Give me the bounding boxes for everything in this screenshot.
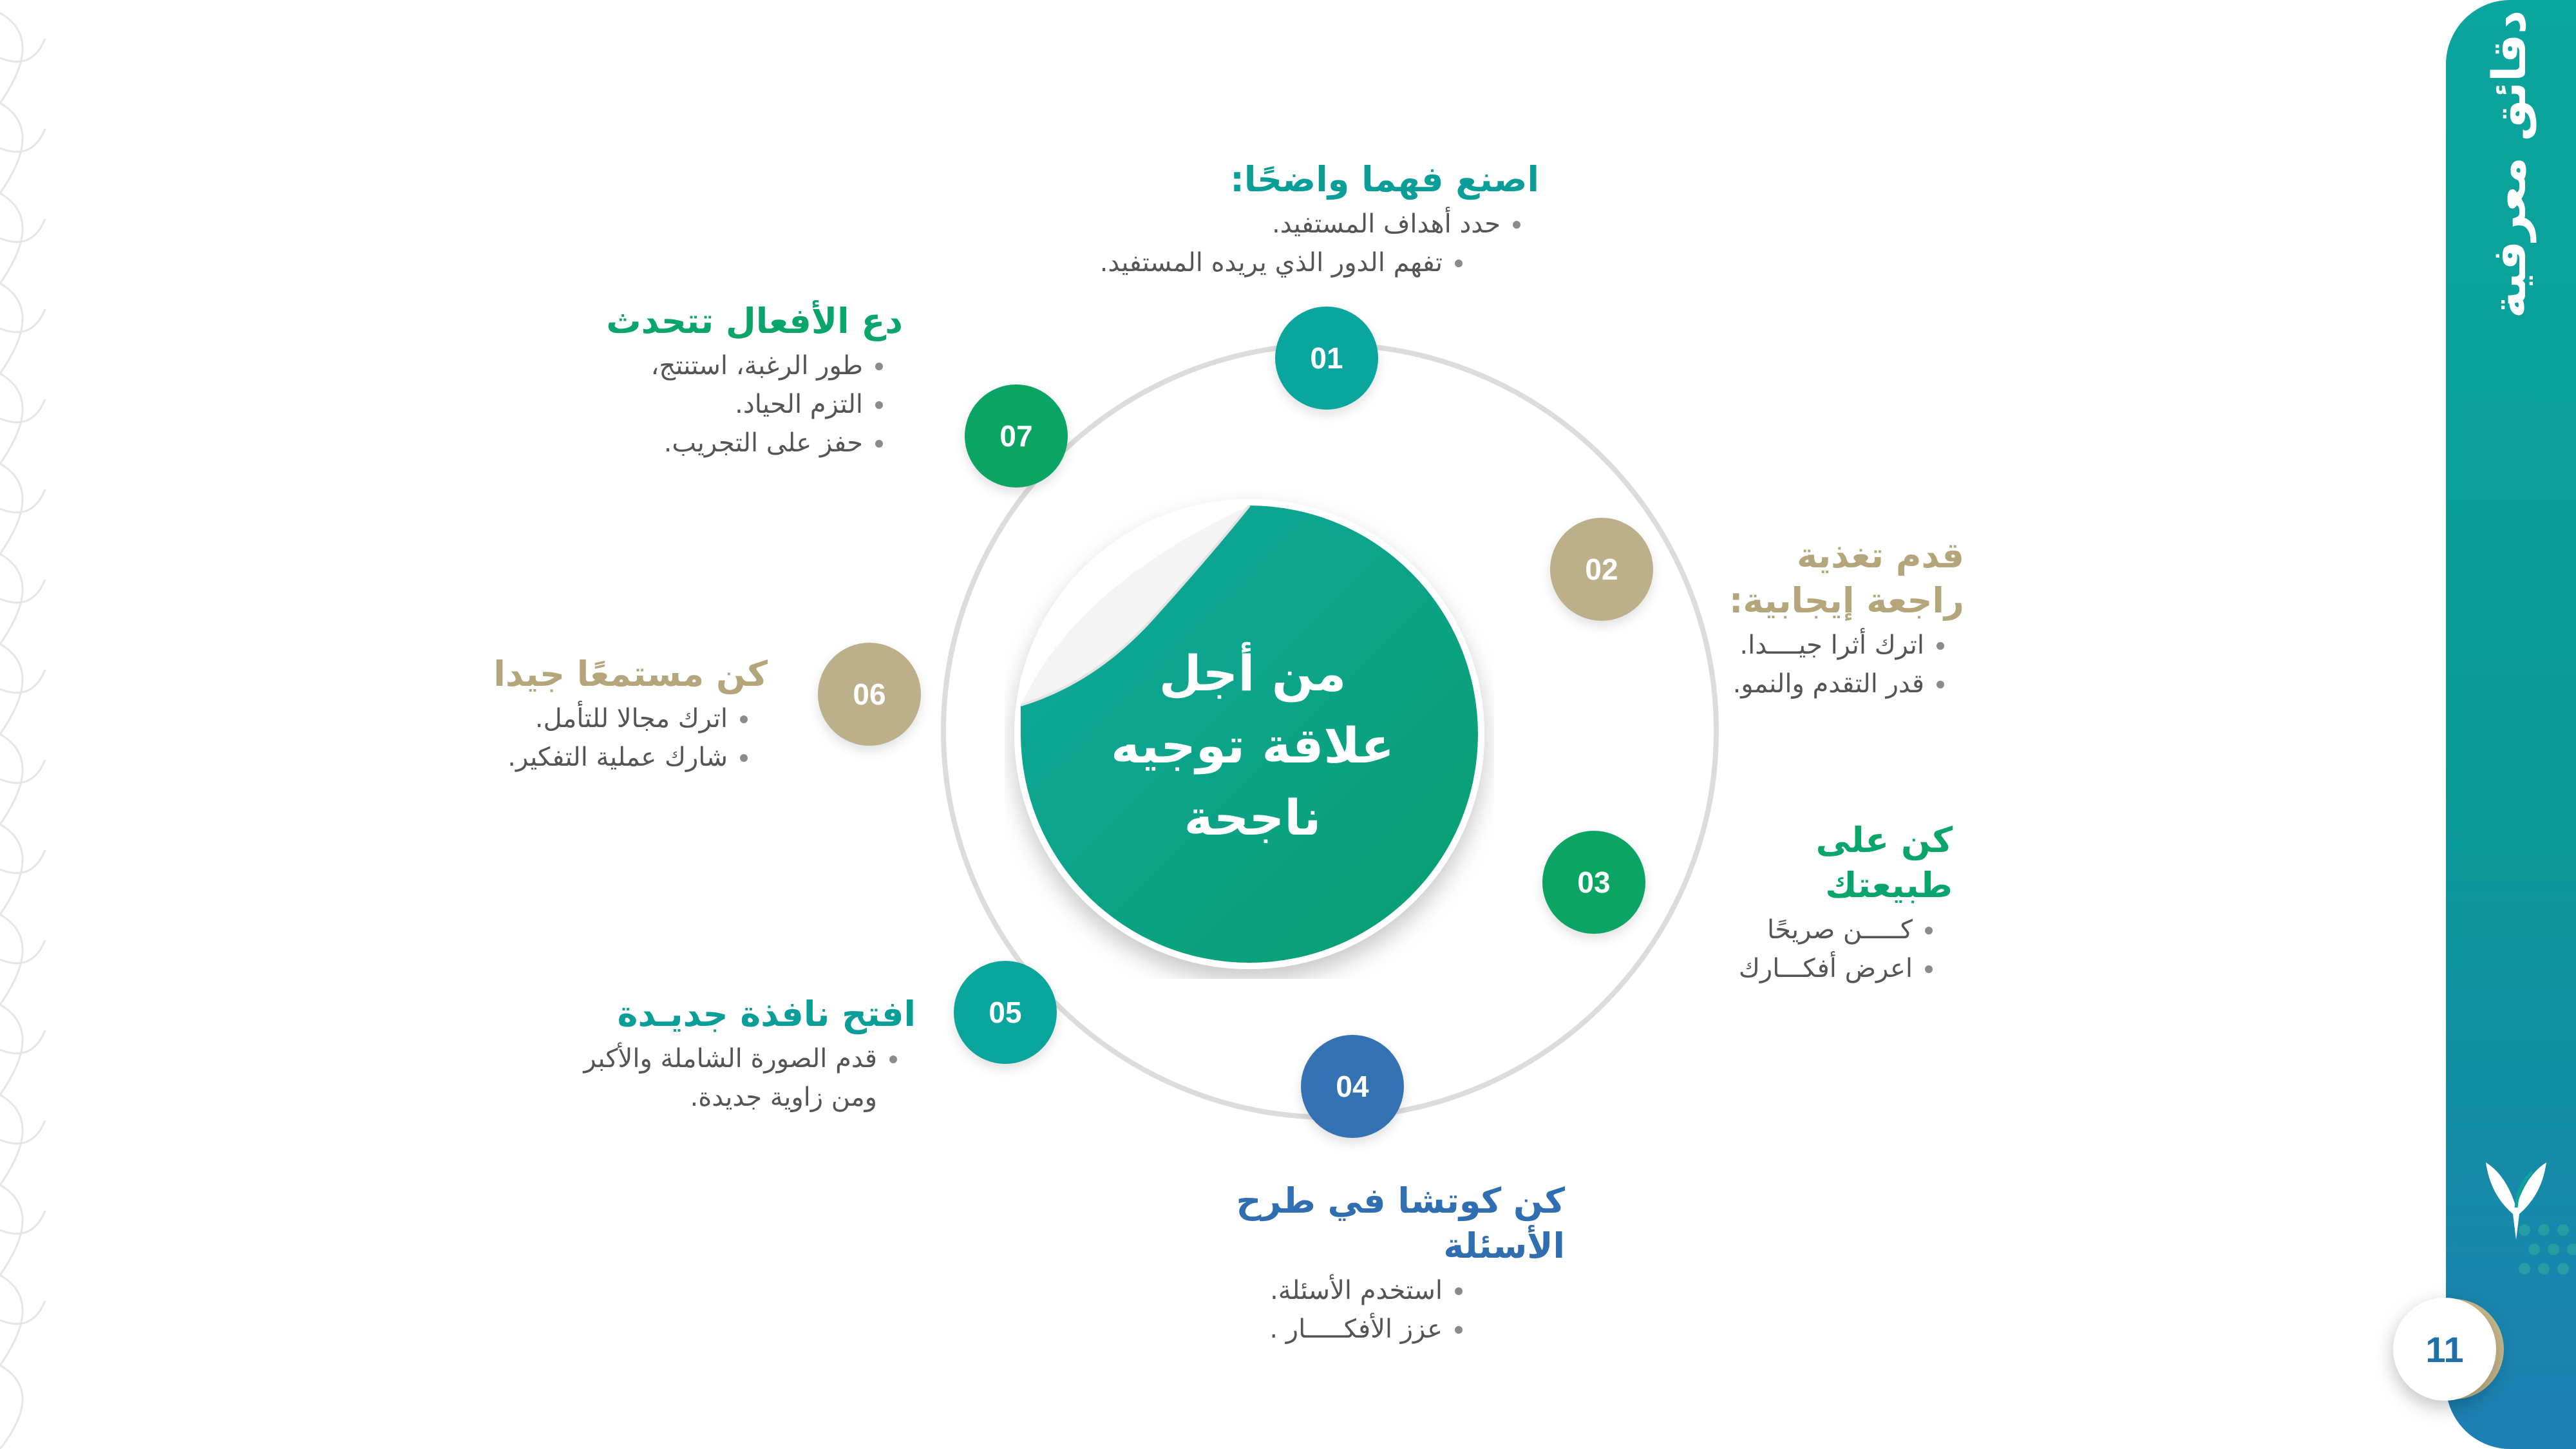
- step-06-bullet-1: • اترك مجالا للتأمل.: [433, 699, 728, 738]
- step-node-06: 06: [818, 643, 921, 746]
- step-07-block: [568, 299, 903, 462]
- step-07-title: دع الأفعال تتحدث: [606, 301, 903, 341]
- step-node-05: 05: [954, 961, 1057, 1064]
- step-02-bullet-2: • قدر التقدم والنمو.: [1694, 665, 1924, 703]
- step-04-bullet-2: • عزز الأفكـــــار .: [1114, 1310, 1443, 1349]
- step-03-block: [1682, 818, 1953, 988]
- sidebar-title: دقائق معرفية: [2482, 10, 2536, 319]
- step-node-07: 07: [965, 384, 1068, 488]
- step-07-bullet-2: • التزم الحياد.: [568, 385, 863, 424]
- step-02-bullet-1: • اترك أثرا جيــــدا.: [1694, 626, 1924, 665]
- step-04-block: [1114, 1179, 1565, 1349]
- step-node-01: 01: [1275, 307, 1378, 410]
- step-node-03: 03: [1542, 831, 1645, 934]
- step-07-bullet-3: • حفز على التجريب.: [568, 424, 863, 462]
- step-06-title: كن مستمعًا جيدا: [493, 654, 768, 694]
- step-01-title: اصنع فهما واضحًا:: [1230, 159, 1539, 200]
- step-01-bullet-2: • تفهم الدور الذي يريده المستفيد.: [1075, 243, 1443, 282]
- center-line-1: من أجل: [1159, 645, 1347, 702]
- step-02-block: [1694, 533, 1964, 703]
- step-node-02: 02: [1550, 518, 1653, 621]
- center-title: [1063, 638, 1443, 854]
- page-number: 11: [2393, 1298, 2496, 1401]
- step-02-title: قدم تغذية راجعة إيجابية:: [1728, 535, 1964, 621]
- step-01-bullet-1: • حدد أهداف المستفيد.: [1075, 205, 1501, 243]
- step-07-bullet-1: • طور الرغبة، استنتج،: [568, 346, 863, 385]
- step-04-bullet-1: • استخدم الأسئلة.: [1114, 1271, 1443, 1310]
- step-06-block: [433, 652, 768, 777]
- step-05-bullet-1: • قدم الصورة الشاملة والأكبر ومن زاوية جديدة.: [581, 1039, 877, 1117]
- step-06-bullet-2: • شارك عملية التفكير.: [433, 738, 728, 777]
- step-05-block: [581, 992, 916, 1117]
- center-line-2: علاقة توجيه: [1110, 717, 1394, 774]
- step-04-title: كن كوتشا في طرح الأسئلة: [1236, 1180, 1565, 1266]
- step-03-title: كن على طبيعتك: [1815, 820, 1953, 905]
- step-01-block: [1075, 157, 1539, 282]
- step-03-bullet-1: • كـــــن صريحًا: [1682, 911, 1913, 949]
- step-05-title: افتح نافذة جديـدة: [617, 994, 916, 1034]
- center-line-3: ناجحة: [1184, 789, 1321, 846]
- step-node-04: 04: [1301, 1035, 1404, 1138]
- step-03-bullet-2: • اعرض أفكـــارك: [1682, 949, 1913, 988]
